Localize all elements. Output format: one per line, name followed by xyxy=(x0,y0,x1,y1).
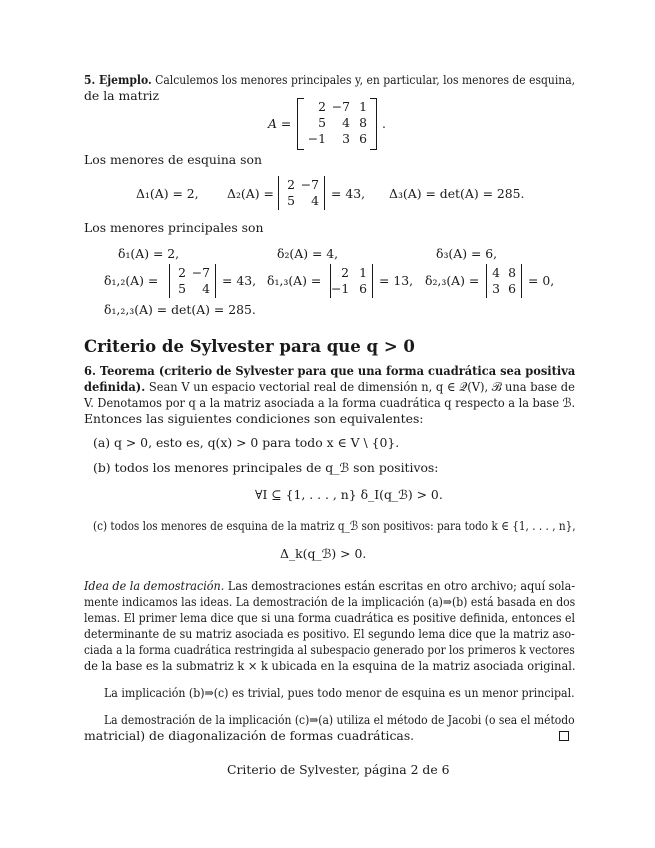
matrix-left-bracket xyxy=(297,98,304,150)
det-bar-right xyxy=(521,264,522,298)
matrix-label: A = xyxy=(268,116,292,131)
matrix-cell: 1 xyxy=(359,99,367,114)
det-cell: 6 xyxy=(359,281,367,296)
det-bar-right xyxy=(324,176,325,210)
proof-line-2: mente indicamos las ideas. La demostración de la implicación (a)⇒(b) está basada en dos xyxy=(84,594,576,609)
matrix-cell: 8 xyxy=(359,115,367,130)
minor-d13-label: δ₁,₃(A) = xyxy=(267,273,322,288)
theorem-line-3: V. Denotamos por q a la matriz asociada a la forma cuadrática q respecto a la base ℬ. xyxy=(84,395,576,410)
delta-1: Δ₁(A) = 2, xyxy=(136,186,199,201)
matrix-cell: 4 xyxy=(342,115,350,130)
qed-square-icon xyxy=(559,731,569,741)
principal-minors-intro: Los menores principales son xyxy=(84,220,264,235)
minor-d12-value: = 43, xyxy=(222,273,257,288)
proof-text: Las demostraciones están escritas en otro archivo; aquí sola- xyxy=(227,578,576,593)
det-cell: 2 xyxy=(287,177,295,192)
det-cell: 4 xyxy=(492,265,500,280)
det-cell: 2 xyxy=(341,265,349,280)
det-cell: 5 xyxy=(287,193,295,208)
theorem-item-c-formula: Δ_k(q_ℬ) > 0. xyxy=(280,546,367,561)
matrix-cell: 6 xyxy=(359,131,367,146)
minor-d23-value: = 0, xyxy=(528,273,555,288)
proof-line-5: ciada a la forma cuadrática restringida al subespacio generado por los primeros k vectores xyxy=(84,642,575,657)
det-bar-right xyxy=(215,264,216,298)
det-cell: 3 xyxy=(492,281,500,296)
corner-minors-intro: Los menores de esquina son xyxy=(84,152,262,167)
proof-line-4: determinante de su matriz asociada es positivo. El segundo lema dice que la matriz aso- xyxy=(84,626,575,641)
det-cell: −7 xyxy=(300,177,319,192)
minor-d12-label: δ₁,₂(A) = xyxy=(104,273,159,288)
theorem-hypothesis: Sean V un espacio vectorial real de dimensión n, q ∈ 𝒬(V), ℬ una base de xyxy=(148,379,575,394)
det-cell: 6 xyxy=(508,281,516,296)
matrix-cell: 2 xyxy=(318,99,326,114)
proof-lead: Idea de la demostración. xyxy=(84,578,225,593)
matrix-right-bracket xyxy=(370,98,377,150)
det-cell: −1 xyxy=(331,281,350,296)
theorem-line-4: Entonces las siguientes condiciones son equivalentes: xyxy=(84,411,424,426)
det-bar-right xyxy=(372,264,373,298)
delta-2-value: = 43, xyxy=(331,186,366,201)
delta-3: Δ₃(A) = det(A) = 285. xyxy=(389,186,525,201)
matrix-cell: 5 xyxy=(318,115,326,130)
minor-d2: δ₂(A) = 4, xyxy=(277,246,339,261)
theorem-line-2 xyxy=(84,379,575,395)
det-cell: 4 xyxy=(202,281,210,296)
theorem-item-b: (b) todos los menores principales de q_ℬ son positivos: xyxy=(93,460,439,475)
det-cell: 4 xyxy=(311,193,319,208)
matrix-cell: −1 xyxy=(307,131,326,146)
minor-d23-label: δ₂,₃(A) = xyxy=(425,273,480,288)
minor-d1: δ₁(A) = 2, xyxy=(118,246,180,261)
theorem-item-c: (c) todos los menores de esquina de la matriz q_ℬ son positivos: para todo k ∈ {1, . . . , n}, xyxy=(93,518,576,533)
minor-d13-value: = 13, xyxy=(379,273,414,288)
minor-d3: δ₃(A) = 6, xyxy=(436,246,498,261)
proof-paragraph-3-line-2: matricial) de diagonalización de formas cuadráticas. xyxy=(84,728,415,743)
proof-line-3: lemas. El primer lema dice que si una forma cuadrática es positive definida, entonces el xyxy=(84,610,576,625)
example-first-line xyxy=(84,72,575,88)
theorem-title-end: definida). xyxy=(84,379,146,394)
proof-line-6: de la base es la submatriz k × k ubicada en la esquina de la matriz asociada original. xyxy=(84,658,576,673)
det-cell: −7 xyxy=(191,265,210,280)
proof-line-1 xyxy=(84,578,575,594)
proof-paragraph-2: La implicación (b)⇒(c) es trivial, pues todo menor de esquina es un menor principal. xyxy=(104,685,575,700)
matrix-cell: 3 xyxy=(342,131,350,146)
det-cell: 8 xyxy=(508,265,516,280)
matrix-cell: −7 xyxy=(331,99,350,114)
proof-paragraph-3-line-1: La demostración de la implicación (c)⇒(a) utiliza el método de Jacobi (o sea el método xyxy=(104,712,575,727)
delta-2-label: Δ₂(A) = xyxy=(227,186,274,201)
theorem-item-b-formula: ∀I ⊆ {1, . . . , n} δ_I(q_ℬ) > 0. xyxy=(255,487,443,502)
minor-d123: δ₁,₂,₃(A) = det(A) = 285. xyxy=(104,302,256,317)
det-cell: 1 xyxy=(359,265,367,280)
theorem-title: 6. Teorema (criterio de Sylvester para que una forma cuadrática sea positiva xyxy=(84,363,576,378)
section-heading: Criterio de Sylvester para que q > 0 xyxy=(84,337,415,356)
det-cell: 2 xyxy=(178,265,186,280)
example-intro-2: de la matriz xyxy=(84,88,160,103)
matrix-period: . xyxy=(382,116,386,131)
theorem-item-a: (a) q > 0, esto es, q(x) > 0 para todo x ∈ V \ {0}. xyxy=(93,435,400,450)
det-cell: 5 xyxy=(178,281,186,296)
example-intro: Calculemos los menores principales y, en particular, los menores de esquina, xyxy=(155,72,576,87)
page-footer: Criterio de Sylvester, página 2 de 6 xyxy=(227,762,450,777)
example-number: 5. Ejemplo. xyxy=(84,72,152,87)
